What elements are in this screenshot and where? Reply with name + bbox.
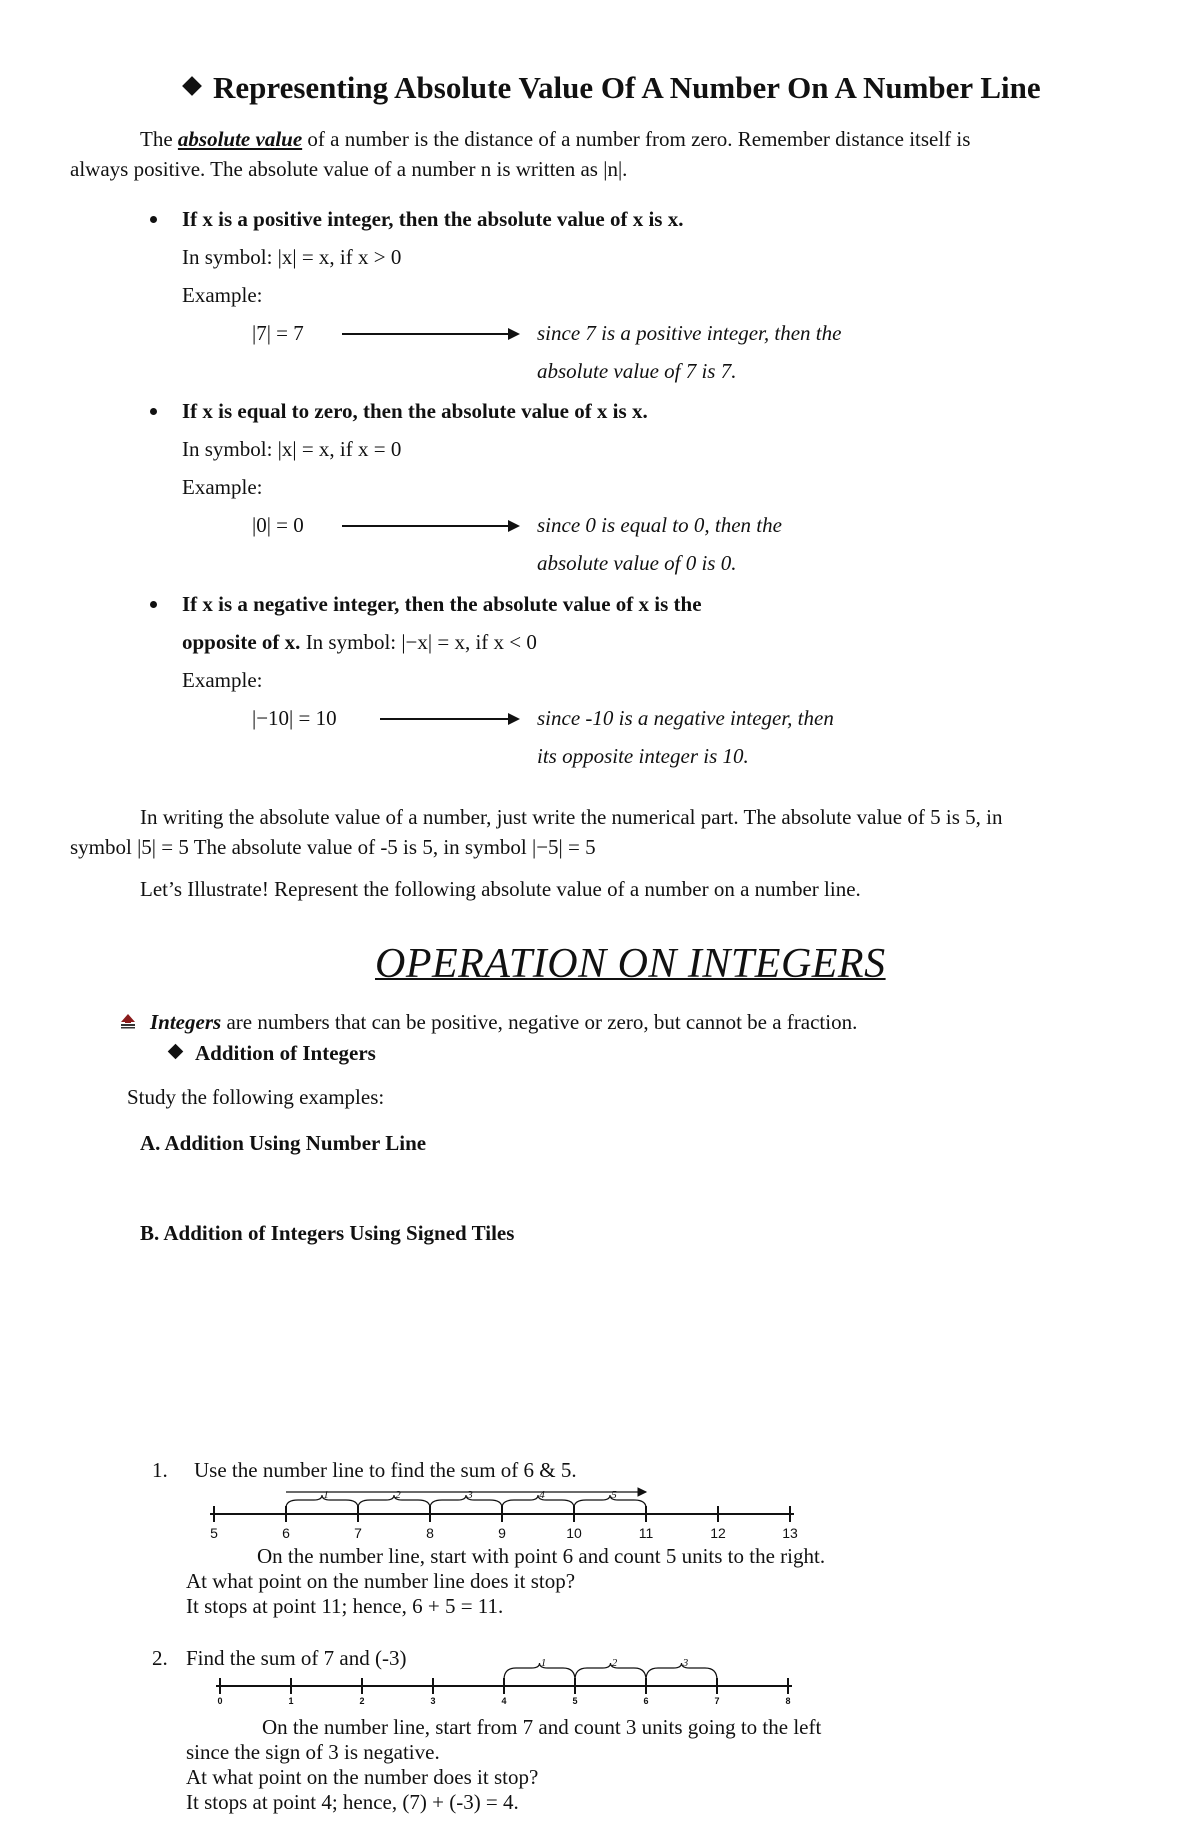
diamond-bullet-icon — [182, 76, 202, 96]
rule-2-example: |0| = 0 — [252, 513, 304, 537]
arrowhead-icon — [508, 713, 520, 725]
study-line: Study the following examples: — [127, 1085, 385, 1109]
rule-3-heading-line2: opposite of x. In symbol: |−x| = x, if x < 0 — [182, 630, 537, 654]
example-2-explanation-3: At what point on the number does it stop? — [186, 1765, 539, 1789]
rule-3-example: |−10| = 10 — [252, 706, 337, 730]
rule-2-heading: If x is equal to zero, then the absolute value of x is x. — [182, 399, 648, 423]
term-absolute-value: absolute value — [177, 127, 303, 151]
arrow-right-icon — [342, 525, 512, 527]
example-1-explanation-1: On the number line, start with point 6 and count 5 units to the right. — [257, 1544, 826, 1568]
illustrate-line: Let’s Illustrate! Represent the following absolute value of a number on a number line. — [140, 877, 861, 901]
bullet-dot-icon — [150, 216, 157, 223]
tick-label: 10 — [566, 1525, 582, 1540]
jump-label: 2 — [611, 1657, 618, 1669]
jump-arc — [358, 1495, 430, 1508]
jump-arc — [430, 1495, 502, 1508]
jump-label: 4 — [539, 1489, 545, 1501]
jump-label: 3 — [467, 1489, 473, 1501]
jump-arc — [574, 1495, 646, 1508]
jump-label: 3 — [682, 1657, 689, 1669]
diamond-bullet-icon — [168, 1044, 184, 1060]
arrowhead-icon — [638, 1488, 646, 1496]
tick-label: 2 — [359, 1696, 365, 1706]
example-2-explanation-2: since the sign of 3 is negative. — [186, 1740, 440, 1764]
section-title-absolute-value: Representing Absolute Value Of A Number On A Number Line — [185, 70, 1041, 106]
tick-label: 12 — [710, 1525, 726, 1540]
example-1-question: Use the number line to find the sum of 6 & 5. — [194, 1458, 577, 1482]
jump-arc — [646, 1663, 717, 1680]
jump-label: 2 — [395, 1489, 401, 1501]
rule-3-heading: If x is a negative integer, then the absolute value of x is the — [182, 592, 702, 616]
rule-2-explanation-2: absolute value of 0 is 0. — [537, 551, 737, 575]
subsection-b: B. Addition of Integers Using Signed Tiles — [140, 1221, 515, 1245]
addition-heading: Addition of Integers — [170, 1038, 376, 1068]
rule-1-explanation-2: absolute value of 7 is 7. — [537, 359, 737, 383]
tick-label: 1 — [288, 1696, 294, 1706]
bullet-dot-icon — [150, 408, 157, 415]
tick-label: 3 — [430, 1696, 436, 1706]
rule-3-explanation-1: since -10 is a negative integer, then — [537, 706, 834, 730]
tick-label: 9 — [498, 1525, 506, 1540]
intro-line-2: always positive. The absolute value of a number n is written as |n|. — [70, 157, 628, 181]
example-2-number: 2. — [152, 1646, 168, 1670]
integers-definition: Integers are numbers that can be positive, negative or zero, but cannot be a fraction. — [118, 1007, 857, 1037]
rule-3-example-label: Example: — [182, 668, 263, 692]
example-2-question: Find the sum of 7 and (-3) — [186, 1646, 407, 1670]
example-1-explanation-3: It stops at point 11; hence, 6 + 5 = 11. — [186, 1594, 504, 1618]
number-line-2 — [200, 1648, 800, 1713]
jump-label: 1 — [540, 1657, 547, 1669]
number-line-1 — [190, 1480, 810, 1540]
tick-label: 7 — [714, 1696, 720, 1706]
tick-label: 4 — [501, 1696, 507, 1706]
tick-label: 7 — [354, 1525, 362, 1540]
arrow-right-icon — [342, 333, 512, 335]
jump-arc — [575, 1663, 646, 1680]
example-2-explanation-1: On the number line, start from 7 and count 3 units going to the left — [262, 1715, 822, 1739]
tick-label: 11 — [638, 1525, 654, 1540]
rule-1-heading: If x is a positive integer, then the absolute value of x is x. — [182, 207, 684, 231]
rule-1-explanation-1: since 7 is a positive integer, then the — [537, 321, 842, 345]
rule-2-explanation-1: since 0 is equal to 0, then the — [537, 513, 782, 537]
intro-line-1: The absolute value of a number is the distance of a number from zero. Remember distance itself is — [140, 127, 971, 151]
jump-label: 5 — [611, 1489, 617, 1501]
tick-label: 8 — [426, 1525, 434, 1540]
section-title-operation-on-integers: OPERATION ON INTEGERS — [375, 941, 886, 987]
arrow-bullet-icon — [118, 1012, 138, 1032]
rule-1-symbol: In symbol: |x| = x, if x > 0 — [182, 245, 402, 269]
tick-label: 6 — [282, 1525, 290, 1540]
arrowhead-icon — [508, 520, 520, 532]
bullet-dot-icon — [150, 601, 157, 608]
jump-label: 1 — [323, 1489, 329, 1501]
writing-line-2: symbol |5| = 5 The absolute value of -5 is 5, in symbol |−5| = 5 — [70, 835, 596, 859]
jump-arc — [504, 1663, 575, 1680]
tick-label: 8 — [785, 1696, 791, 1706]
example-1-number: 1. — [152, 1458, 168, 1482]
tick-label: 5 — [572, 1696, 578, 1706]
rule-2-example-label: Example: — [182, 475, 263, 499]
rule-3-explanation-2: its opposite integer is 10. — [537, 744, 749, 768]
subsection-a: A. Addition Using Number Line — [140, 1131, 427, 1155]
arrowhead-icon — [508, 328, 520, 340]
tick-label: 5 — [210, 1525, 218, 1540]
rule-1-example: |7| = 7 — [252, 321, 304, 345]
writing-line-1: In writing the absolute value of a number, just write the numerical part. The absolute value of 5 is 5, in — [140, 805, 1003, 829]
example-2-explanation-4: It stops at point 4; hence, (7) + (-3) = 4. — [186, 1790, 519, 1814]
example-1-explanation-2: At what point on the number line does it stop? — [186, 1569, 576, 1593]
rule-2-symbol: In symbol: |x| = x, if x = 0 — [182, 437, 402, 461]
tick-label: 0 — [217, 1696, 223, 1706]
jump-arc — [286, 1495, 358, 1508]
jump-arc — [502, 1495, 574, 1508]
rule-1-example-label: Example: — [182, 283, 263, 307]
tick-label: 6 — [643, 1696, 649, 1706]
arrow-right-icon — [380, 718, 512, 720]
tick-label: 13 — [782, 1525, 798, 1540]
